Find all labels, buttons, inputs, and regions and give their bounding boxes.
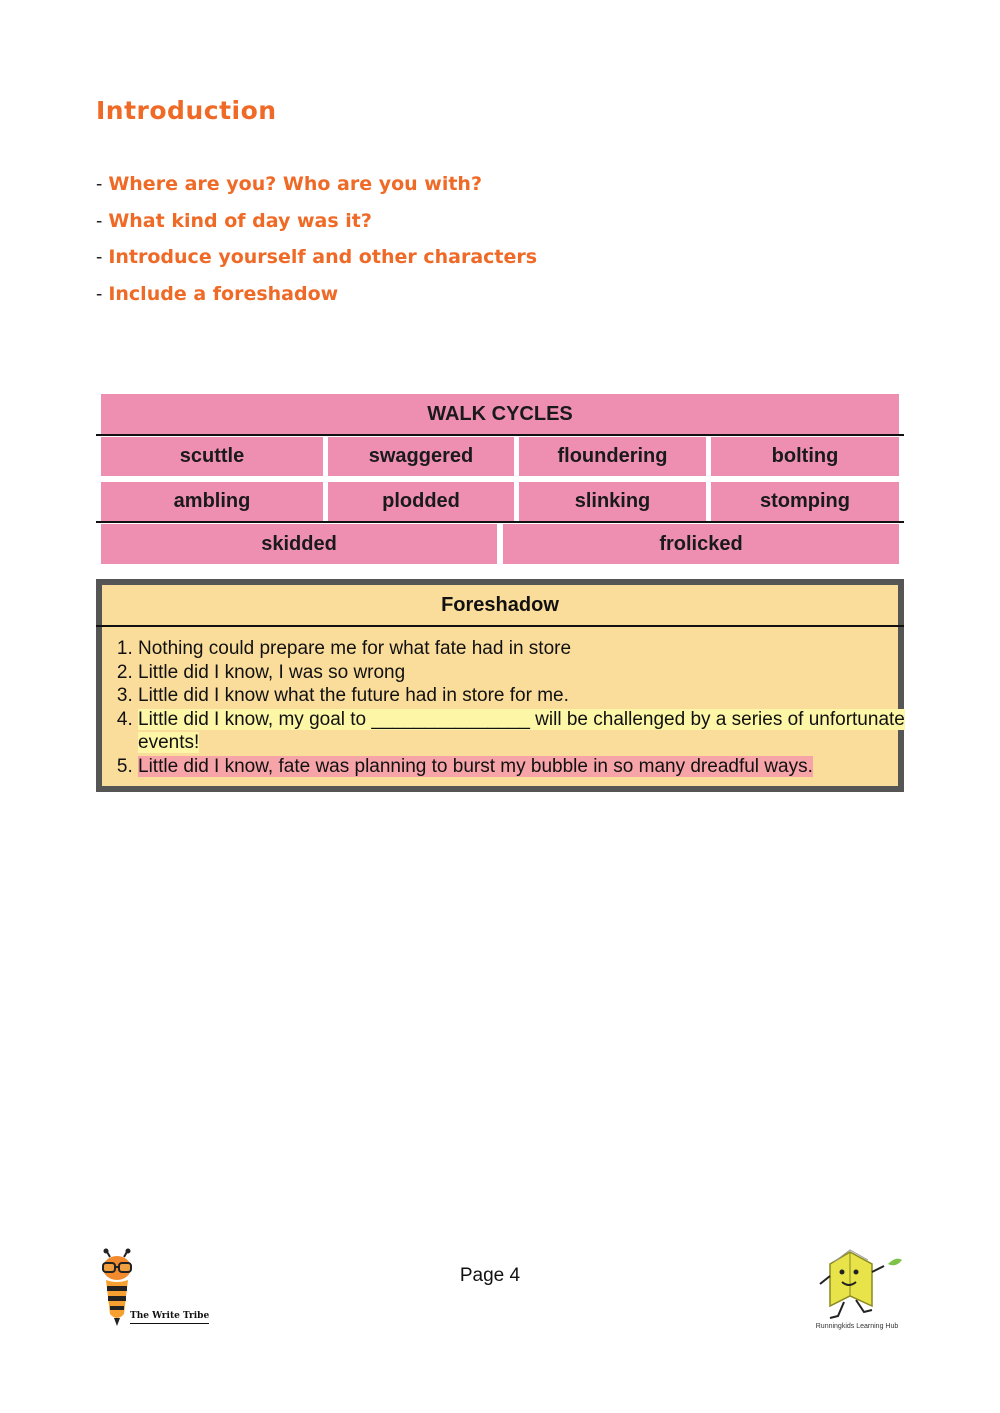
intro-prompt-text: Introduce yourself and other characters (108, 246, 538, 268)
intro-prompt-text: Where are you? Who are you with? (108, 173, 482, 195)
foreshadow-item-text-highlighted: Little did I know, fate was planning to burst my bubble in so many dreadful ways. (138, 755, 813, 777)
foreshadow-item (138, 661, 908, 685)
intro-prompt-text: What kind of day was it? (108, 209, 372, 232)
walk-cycle-cell: scuttle (101, 437, 323, 476)
bullet-dash: - (96, 283, 103, 305)
table-divider (96, 434, 904, 436)
foreshadow-divider (96, 625, 904, 627)
foreshadow-item-text: Little did I know what the future had in store for me. (138, 685, 569, 707)
walk-cycle-cell: floundering (519, 437, 706, 476)
right-logo-text: Runningkids Learning Hub (815, 1323, 899, 1330)
walk-cycle-cell: ambling (101, 482, 323, 521)
foreshadow-box (96, 579, 904, 792)
walk-cycle-cell: swaggered (328, 437, 514, 476)
walk-cycle-cell: slinking (519, 482, 706, 521)
intro-prompt (96, 243, 537, 280)
intro-prompt-list (96, 170, 537, 316)
foreshadow-item (138, 708, 908, 755)
intro-prompt (96, 170, 537, 207)
foreshadow-item-text: Nothing could prepare me for what fate had in store (138, 638, 572, 659)
foreshadow-title: Foreshadow (441, 593, 559, 616)
walk-cycle-cell: plodded (328, 482, 514, 521)
bullet-dash: - (96, 247, 103, 268)
bullet-dash: - (96, 210, 103, 232)
foreshadow-item (138, 755, 908, 779)
foreshadow-item-text: Little did I know, I was so wrong (138, 661, 406, 683)
walk-cycle-cell: skidded (101, 524, 497, 564)
foreshadow-list (108, 637, 908, 779)
walk-cycle-cell: frolicked (503, 524, 899, 564)
intro-prompt (96, 280, 537, 317)
walk-cycles-title: WALK CYCLES (101, 394, 899, 434)
bullet-dash: - (96, 174, 103, 195)
intro-prompt (96, 207, 537, 244)
foreshadow-item-text-highlighted: Little did I know, my goal to _______________ will be challenged by a series of unfortunate events! (138, 708, 905, 754)
foreshadow-item (138, 684, 908, 708)
walk-cycles-table (96, 393, 904, 565)
intro-prompt-text: Include a foreshadow (108, 282, 339, 305)
section-heading: Introduction (96, 96, 277, 125)
table-divider (96, 521, 904, 523)
page-number: Page 4 (459, 1265, 521, 1286)
foreshadow-item (138, 637, 908, 661)
left-logo-text: The Write Tribe (130, 1311, 209, 1324)
walk-cycle-cell: bolting (711, 437, 899, 476)
walk-cycle-cell: stomping (711, 482, 899, 521)
